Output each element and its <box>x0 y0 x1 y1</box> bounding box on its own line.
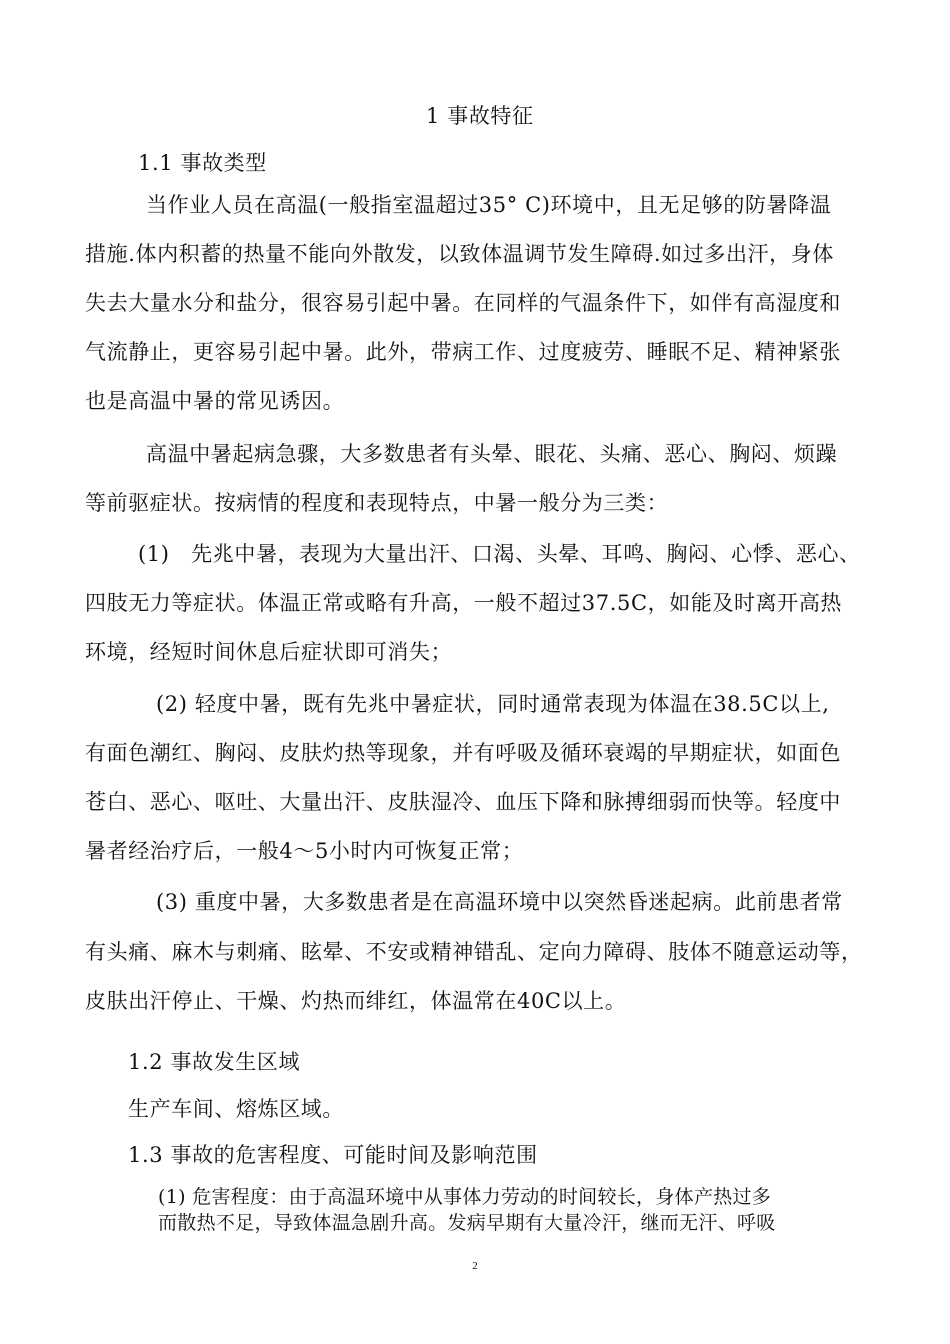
section-1-2-text: 生产车间、熔炼区域。 <box>128 1097 344 1121</box>
text-line: 气流静止，更容易引起中暑。此外，带病工作、过度疲劳、睡眠不足、精神紧张 <box>85 340 841 364</box>
text-line: 有头痛、麻木与刺痛、眩晕、不安或精神错乱、定向力障碍、肢体不随意运动等， <box>85 940 863 964</box>
text-line: 而散热不足，导致体温急剧升高。发病早期有大量冷汗，继而无汗、呼吸 <box>158 1212 776 1234</box>
section-heading-1-3: 1.3 事故的危害程度、可能时间及影响范围 <box>128 1143 538 1167</box>
text-line: 皮肤出汗停止、干燥、灼热而绯红，体温常在40C以上。 <box>85 989 627 1013</box>
section-heading-1-2: 1.2 事故发生区域 <box>128 1050 301 1074</box>
text-line: (3) 重度中暑，大多数患者是在高温环境中以突然昏迷起病。此前患者常 <box>156 890 843 914</box>
text-line: 高温中暑起病急骤，大多数患者有头晕、眼花、头痛、恶心、胸闷、烦躁 <box>146 442 838 466</box>
text-line: 苍白、恶心、呕吐、大量出汗、皮肤湿冷、血压下降和脉搏细弱而快等。轻度中 <box>85 790 841 814</box>
text-line: 当作业人员在高温(一般指室温超过35° C)环境中，且无足够的防暑降温 <box>146 193 832 217</box>
text-line: 环境，经短时间休息后症状即可消失； <box>85 640 453 664</box>
text-line: 也是高温中暑的常见诱因。 <box>85 389 345 413</box>
text-line: 措施.体内积蓄的热量不能向外散发，以致体温调节发生障碍.如过多出汗，身体 <box>85 242 834 266</box>
text-line: 暑者经治疗后，一般4〜5小时内可恢复正常； <box>85 839 524 863</box>
text-line: (1) 危害程度：由于高温环境中从事体力劳动的时间较长，身体产热过多 <box>158 1186 772 1208</box>
section-heading-1-1: 1.1 事故类型 <box>138 151 267 175</box>
text-line: 四肢无力等症状。体温正常或略有升高，一般不超过37.5C，如能及时离开高热 <box>85 591 843 615</box>
text-line: 有面色潮红、胸闷、皮肤灼热等现象，并有呼吸及循环衰竭的早期症状，如面色 <box>85 741 841 765</box>
chapter-title: 1 事故特征 <box>426 104 534 128</box>
text-line: 等前驱症状。按病情的程度和表现特点，中暑一般分为三类： <box>85 491 669 515</box>
text-line: (2) 轻度中暑，既有先兆中暑症状，同时通常表现为体温在38.5C以上, <box>156 692 830 716</box>
page-number: 2 <box>472 1260 478 1272</box>
text-line: (1) 先兆中暑，表现为大量出汗、口渴、头晕、耳鸣、胸闷、心悸、恶心、 <box>138 542 861 566</box>
text-line: 失去大量水分和盐分，很容易引起中暑。在同样的气温条件下，如伴有高湿度和 <box>85 291 841 315</box>
